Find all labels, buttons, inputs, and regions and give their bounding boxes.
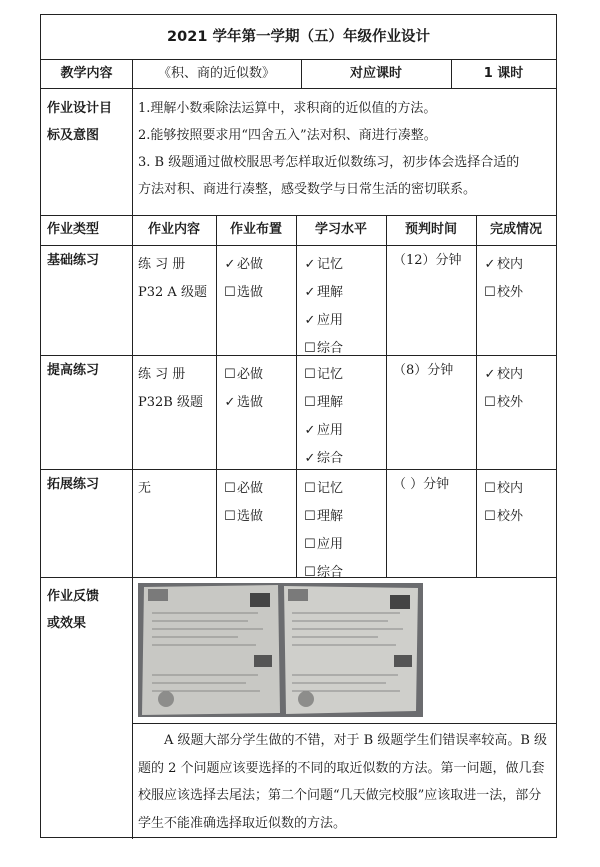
done-options — [483, 475, 555, 531]
option-label: 应用 — [317, 423, 344, 438]
option-label: 校外 — [497, 509, 524, 524]
check-mark-icon: ✓ — [304, 285, 316, 300]
assign-option — [223, 251, 295, 279]
level-option — [303, 307, 385, 335]
checkbox-icon: ☐ — [304, 481, 316, 496]
option-label: 选做 — [237, 509, 264, 524]
checkbox-icon: ☐ — [224, 367, 236, 382]
checkbox-icon: ☐ — [484, 509, 496, 524]
row-content-line: 无 — [138, 481, 152, 496]
time-estimate: （ ）分钟 — [393, 477, 450, 492]
checkbox-icon: ☐ — [304, 537, 316, 552]
assign-options — [223, 251, 295, 307]
column-header: 预判时间 — [404, 222, 457, 237]
table-rule — [41, 245, 556, 246]
row-content — [138, 361, 216, 417]
option-label: 记忆 — [317, 257, 344, 272]
check-mark-icon: ✓ — [484, 367, 496, 382]
done-options — [483, 361, 555, 417]
done-option — [483, 361, 555, 389]
level-option — [303, 503, 385, 531]
content-label: 教学内容 — [60, 66, 113, 81]
check-mark-icon: ✓ — [304, 423, 316, 438]
check-mark-icon: ✓ — [304, 257, 316, 272]
table-rule — [386, 215, 387, 577]
content-value: 《积、商的近似数》 — [157, 66, 275, 81]
checkbox-icon: ☐ — [224, 481, 236, 496]
homework-design-table — [40, 14, 557, 838]
workbook-photo-illustration — [138, 583, 423, 717]
table-rule — [216, 215, 217, 577]
option-label: 校内 — [497, 257, 524, 272]
table-rule — [132, 59, 133, 839]
done-options — [483, 251, 555, 307]
table-rule — [41, 88, 556, 89]
table-rule — [476, 215, 477, 577]
level-option — [303, 531, 385, 559]
checkbox-icon: ☐ — [304, 341, 316, 356]
column-header: 作业内容 — [147, 222, 200, 237]
checkbox-icon: ☐ — [224, 509, 236, 524]
feedback-label-line: 或效果 — [47, 616, 87, 631]
lesson-value: 1 课时 — [483, 66, 524, 81]
column-header: 作业布置 — [229, 222, 282, 237]
assign-options — [223, 475, 295, 531]
level-option — [303, 335, 385, 363]
feedback-text: A 级题大部分学生做的不错，对于 B 级题学生们错误率较高。B 级题的 2 个问题应该要选择的不同的取近似数的方法。第一问题，做几套校服应该选择去尾法；第二个问题“几天做完校服”应该取进一法，部分学生不能准确选择取近似数的方法。 — [138, 733, 548, 831]
option-label: 应用 — [317, 537, 344, 552]
level-options — [303, 475, 385, 587]
option-label: 理解 — [317, 285, 344, 300]
feedback-paragraph — [138, 727, 553, 837]
row-type: 基础练习 — [47, 253, 100, 268]
checkbox-icon: ☐ — [484, 395, 496, 410]
table-rule — [132, 723, 556, 724]
table-rule — [41, 469, 556, 470]
goal-item: 3. B 级题通过做校服思考怎样取近似数练习，初步体会选择合适的 — [138, 155, 520, 170]
option-label: 选做 — [237, 285, 264, 300]
check-mark-icon: ✓ — [224, 257, 236, 272]
option-label: 理解 — [317, 395, 344, 410]
checkbox-icon: ☐ — [304, 367, 316, 382]
goal-label-line: 作业设计目 — [47, 101, 113, 116]
check-mark-icon: ✓ — [484, 257, 496, 272]
checkbox-icon: ☐ — [304, 565, 316, 580]
done-option — [483, 475, 555, 503]
row-content — [138, 475, 216, 503]
lesson-label: 对应课时 — [349, 66, 402, 81]
row-content-line: P32B 级题 — [138, 395, 203, 410]
check-mark-icon: ✓ — [304, 451, 316, 466]
table-rule — [41, 355, 556, 356]
assign-option — [223, 389, 295, 417]
done-option — [483, 279, 555, 307]
checkbox-icon: ☐ — [484, 285, 496, 300]
option-label: 必做 — [237, 367, 264, 382]
option-label: 校外 — [497, 395, 524, 410]
feedback-label — [47, 583, 131, 637]
row-type: 拓展练习 — [47, 477, 100, 492]
assign-option — [223, 503, 295, 531]
checkbox-icon: ☐ — [224, 285, 236, 300]
option-label: 综合 — [317, 341, 344, 356]
homework-photo — [138, 583, 423, 717]
check-mark-icon: ✓ — [224, 395, 236, 410]
column-header: 完成情况 — [489, 222, 542, 237]
level-option — [303, 389, 385, 417]
page-title: 2021 学年第一学期（五）年级作业设计 — [167, 29, 430, 45]
level-option — [303, 279, 385, 307]
checkbox-icon: ☐ — [304, 395, 316, 410]
option-label: 校外 — [497, 285, 524, 300]
time-estimate: （8）分钟 — [393, 363, 454, 378]
goal-item: 2.能够按照要求用“四舍五入”法对积、商进行凑整。 — [138, 128, 437, 143]
row-content-line: P32 A 级题 — [138, 285, 207, 300]
checkbox-icon: ☐ — [484, 481, 496, 496]
option-label: 选做 — [237, 395, 264, 410]
row-content-line: 练 习 册 — [138, 257, 186, 272]
time-estimate: （12）分钟 — [393, 253, 462, 268]
option-label: 校内 — [497, 367, 524, 382]
column-header: 学习水平 — [314, 222, 367, 237]
option-label: 校内 — [497, 481, 524, 496]
option-label: 应用 — [317, 313, 344, 328]
level-option — [303, 361, 385, 389]
assign-option — [223, 475, 295, 503]
assign-option — [223, 361, 295, 389]
option-label: 理解 — [317, 509, 344, 524]
goal-label — [47, 95, 131, 149]
option-label: 综合 — [317, 565, 344, 580]
level-option — [303, 417, 385, 445]
goal-item: 方法对积、商进行凑整，感受数学与日常生活的密切联系。 — [138, 182, 477, 197]
done-option — [483, 503, 555, 531]
feedback-label-line: 作业反馈 — [47, 589, 100, 604]
level-option — [303, 251, 385, 279]
option-label: 记忆 — [317, 481, 344, 496]
done-option — [483, 251, 555, 279]
assign-options — [223, 361, 295, 417]
level-options — [303, 251, 385, 363]
check-mark-icon: ✓ — [304, 313, 316, 328]
table-rule — [41, 577, 556, 578]
option-label: 必做 — [237, 257, 264, 272]
level-option — [303, 475, 385, 503]
option-label: 必做 — [237, 481, 264, 496]
row-content-line: 练 习 册 — [138, 367, 186, 382]
row-type: 提高练习 — [47, 363, 100, 378]
option-label: 综合 — [317, 451, 344, 466]
option-label: 记忆 — [317, 367, 344, 382]
table-rule — [296, 215, 297, 577]
level-option — [303, 445, 385, 473]
checkbox-icon: ☐ — [304, 509, 316, 524]
level-options — [303, 361, 385, 473]
row-content — [138, 251, 216, 307]
column-header: 作业类型 — [47, 222, 100, 237]
goal-list — [138, 95, 553, 203]
goal-item: 1.理解小数乘除法运算中，求积商的近似值的方法。 — [138, 101, 437, 116]
assign-option — [223, 279, 295, 307]
goal-label-line: 标及意图 — [47, 128, 100, 143]
done-option — [483, 389, 555, 417]
